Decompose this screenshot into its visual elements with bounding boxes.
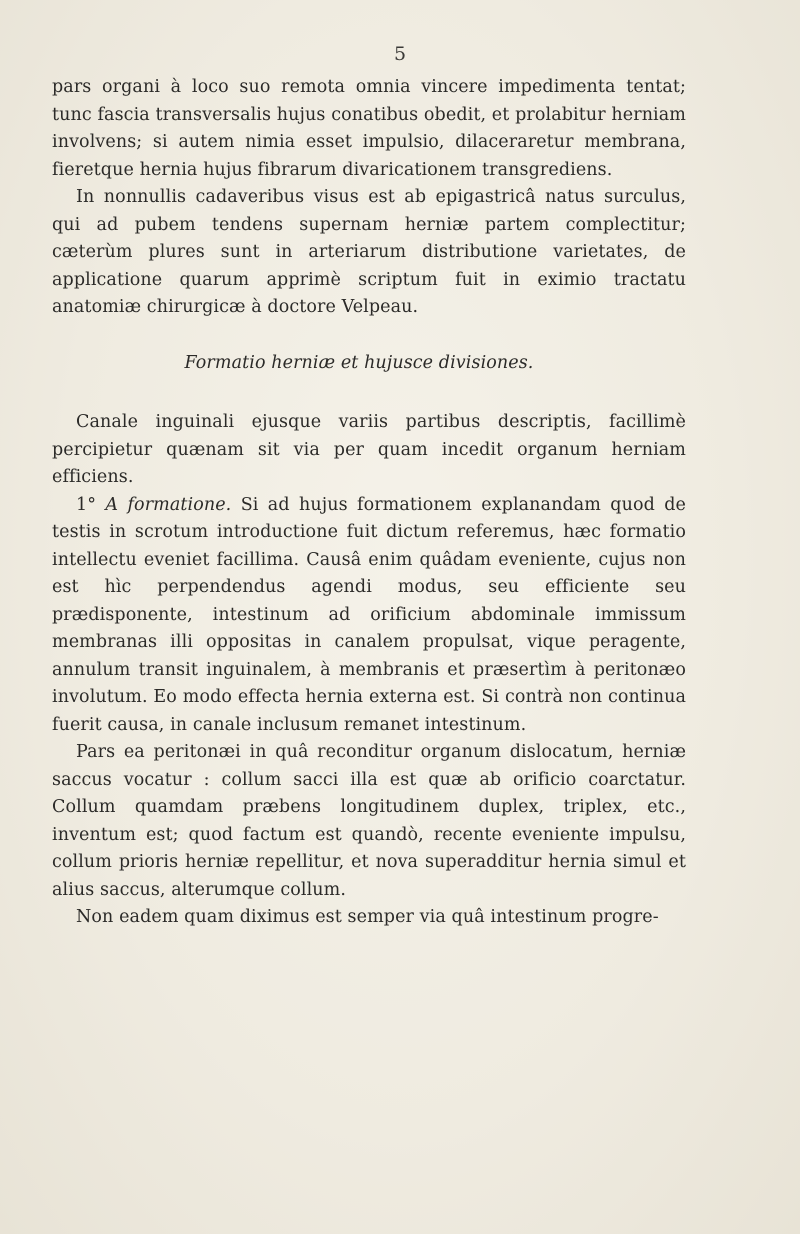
section-heading: Formatio herniæ et hujusce divisiones. xyxy=(184,352,534,373)
paragraph-canal: Canale inguinali ejusque variis partibus descriptis, facillimè percipietur quænam sit via per quam incedit organum herniam efficiens. xyxy=(52,412,686,487)
formatione-text: Si ad hujus formationem explanandam quod de testis in scrotum introductione fuit dictum referemus, hæc formatio intellectu eveniet facillima. Causâ enim quâdam eveniente, cujus non est hìc perpendendus agendi modus, seu efficiente seu prædisponente, intestinum ad orificium abdominale immissum membranas illi oppositas in canalem propulsat, vique peragente, annulum transit inguinalem, à membranis et præsertìm à peritonæo involutum. Eo modo effecta hernia externa est. Si contrà non continua fuerit causa, in canale inclusum remanet intestinum. xyxy=(52,494,686,735)
formatione-number: 1° xyxy=(76,494,97,515)
paragraph-via: Non eadem quam diximus est semper via quâ intestinum progre- xyxy=(76,907,659,927)
body-text xyxy=(52,74,686,932)
paragraph-formatione xyxy=(52,492,686,740)
formatione-lead: A formatione. xyxy=(105,494,232,515)
page-number: 5 xyxy=(393,43,407,65)
paragraph-saccus: Pars ea peritonæi in quâ reconditur organum dislocatum, herniæ saccus vocatur : collum sacci illa est quæ ab orificio coarctatur. Collum quamdam præbens longitudinem duplex, triplex, etc., inventum est; quod factum est quandò, recente eveniente impulsu, collum prioris herniæ repellitur, et nova superadditur hernia simul et alius saccus, alterumque collum. xyxy=(52,742,686,900)
paragraph-continuation: pars organi à loco suo remota omnia vincere impedimenta tentat; tunc fascia transversalis hujus conatibus obedit, et prolabitur herniam involvens; si autem nimia esset impulsio, dilaceraretur membrana, fieretque hernia hujus fibrarum divaricationem transgrediens. xyxy=(52,77,686,180)
paragraph-epigastric: In nonnullis cadaveribus visus est ab epigastricâ natus surculus, qui ad pubem tendens supernam herniæ partem complectitur; cæterùm plures sunt in arteriarum distributione varietates, de applicatione quarum apprimè scriptum fuit in eximio tractatu anatomiæ chirurgicæ à doctore Velpeau. xyxy=(52,187,686,317)
